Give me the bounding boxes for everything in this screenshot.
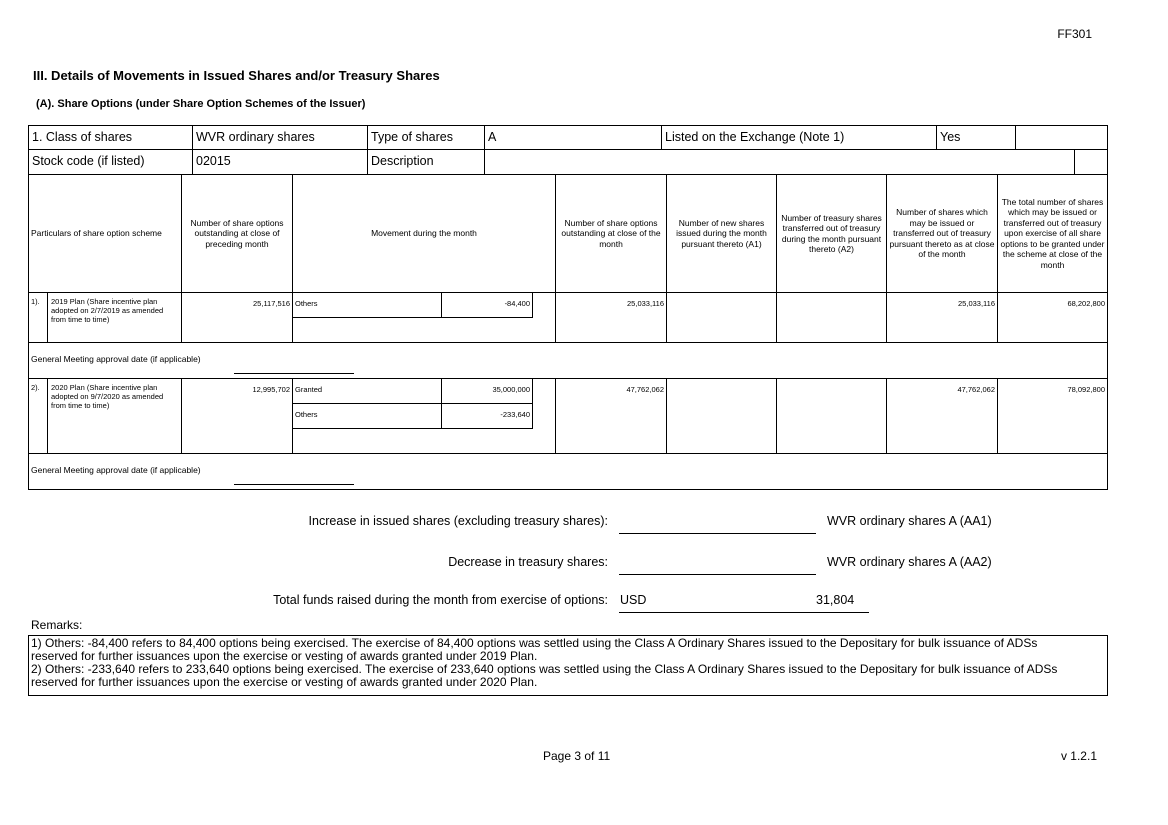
description-label: Description bbox=[368, 150, 485, 175]
header-particulars: Particulars of share option scheme bbox=[28, 175, 182, 293]
movement-spacer bbox=[533, 379, 556, 454]
stock-code-value: 02015 bbox=[193, 150, 368, 175]
decrease-value-line bbox=[619, 574, 816, 575]
decrease-label: Decrease in treasury shares: bbox=[448, 555, 608, 569]
description-value bbox=[485, 150, 1075, 175]
plan-new-shares bbox=[667, 379, 777, 454]
plan-name: 2020 Plan (Share incentive plan adopted on 9/7/2020 as amended from time to time) bbox=[48, 379, 182, 454]
subsection-title: (A). Share Options (under Share Option Schemes of the Issuer) bbox=[36, 98, 366, 110]
header-may-issue: Number of shares which may be issued or transferred out of treasury pursuant thereto as at close of the month bbox=[887, 175, 998, 293]
plan-total: 68,202,800 bbox=[998, 293, 1108, 343]
movement-value: -84,400 bbox=[442, 293, 533, 318]
gm-approval-label: General Meeting approval date (if applicable) bbox=[31, 465, 201, 475]
header-closing: Number of share options outstanding at close of the month bbox=[556, 175, 667, 293]
page-number: Page 3 of 11 bbox=[543, 749, 611, 763]
gm-approval-date-line bbox=[234, 373, 354, 374]
increase-value-line bbox=[619, 533, 816, 534]
header-new-shares: Number of new shares issued during the month pursuant thereto (A1) bbox=[667, 175, 777, 293]
plan-index: 1). bbox=[28, 293, 48, 343]
plan-opening: 12,995,702 bbox=[182, 379, 293, 454]
plan-name: 2019 Plan (Share incentive plan adopted on 2/7/2019 as amended from time to time) bbox=[48, 293, 182, 343]
plan-treasury bbox=[777, 293, 887, 343]
version-number: v 1.2.1 bbox=[1060, 749, 1097, 763]
plan-new-shares bbox=[667, 293, 777, 343]
funds-currency: USD bbox=[620, 593, 647, 607]
remarks-line: reserved for further issuances upon the exercise or vesting of awards granted under 2020 Plan. bbox=[31, 675, 538, 689]
increase-label: Increase in issued shares (excluding treasury shares): bbox=[308, 514, 608, 528]
listed-extra-cell bbox=[1016, 125, 1108, 150]
movement-spacer bbox=[533, 293, 556, 343]
increase-unit: WVR ordinary shares A (AA1) bbox=[827, 514, 992, 528]
header-movement: Movement during the month bbox=[293, 175, 556, 293]
movement-label: Granted bbox=[293, 379, 442, 404]
remarks-label: Remarks: bbox=[31, 618, 83, 632]
plan-index: 2). bbox=[28, 379, 48, 454]
type-of-shares-value: A bbox=[485, 125, 662, 150]
gm-approval-row bbox=[28, 454, 1108, 490]
funds-value: 31,804 bbox=[816, 593, 855, 607]
movement-blank-row bbox=[293, 429, 533, 454]
type-of-shares-label: Type of shares bbox=[368, 125, 485, 150]
plan-treasury bbox=[777, 379, 887, 454]
remarks-line: 2) Others: -233,640 refers to 233,640 options being exercised. The exercise of 233,640 options was settled using the Class A Ordinary Shares issued to the Depositary for bulk issuance of ADSs bbox=[31, 662, 1058, 676]
movement-blank-row bbox=[293, 318, 533, 343]
movement-label: Others bbox=[293, 293, 442, 318]
class-of-shares-value: WVR ordinary shares bbox=[193, 125, 368, 150]
movement-value: -233,640 bbox=[442, 404, 533, 429]
funds-label: Total funds raised during the month from exercise of options: bbox=[273, 593, 608, 607]
remarks-line: 1) Others: -84,400 refers to 84,400 options being exercised. The exercise of 84,400 options was settled using the Class A Ordinary Shares issued to the Depositary for bulk issuance of ADSs bbox=[31, 636, 1038, 650]
section-title: III. Details of Movements in Issued Shares and/or Treasury Shares bbox=[33, 68, 440, 83]
listed-label: Listed on the Exchange (Note 1) bbox=[662, 125, 937, 150]
header-total: The total number of shares which may be issued or transferred out of treasury upon exercise of all share options to be granted under the scheme at close of the month bbox=[998, 175, 1108, 293]
form-code: FF301 bbox=[1057, 27, 1092, 41]
plan-may-issue: 25,033,116 bbox=[887, 293, 998, 343]
remarks-line: reserved for further issuances upon the exercise or vesting of awards granted under 2019 Plan. bbox=[31, 649, 538, 663]
decrease-unit: WVR ordinary shares A (AA2) bbox=[827, 555, 992, 569]
header-opening: Number of share options outstanding at close of preceding month bbox=[182, 175, 293, 293]
description-extra-cell bbox=[1075, 150, 1108, 175]
movement-label: Others bbox=[293, 404, 442, 429]
listed-value: Yes bbox=[937, 125, 1016, 150]
plan-may-issue: 47,762,062 bbox=[887, 379, 998, 454]
funds-value-line bbox=[619, 612, 869, 613]
plan-closing: 25,033,116 bbox=[556, 293, 667, 343]
remarks-box bbox=[28, 635, 1108, 696]
gm-approval-row bbox=[28, 343, 1108, 379]
plan-closing: 47,762,062 bbox=[556, 379, 667, 454]
gm-approval-date-line bbox=[234, 484, 354, 485]
movement-value: 35,000,000 bbox=[442, 379, 533, 404]
gm-approval-label: General Meeting approval date (if applicable) bbox=[31, 354, 201, 364]
stock-code-label: Stock code (if listed) bbox=[28, 150, 193, 175]
plan-opening: 25,117,516 bbox=[182, 293, 293, 343]
header-treasury: Number of treasury shares transferred out of treasury during the month pursuant thereto (A2) bbox=[777, 175, 887, 293]
class-of-shares-label: 1. Class of shares bbox=[28, 125, 193, 150]
plan-total: 78,092,800 bbox=[998, 379, 1108, 454]
